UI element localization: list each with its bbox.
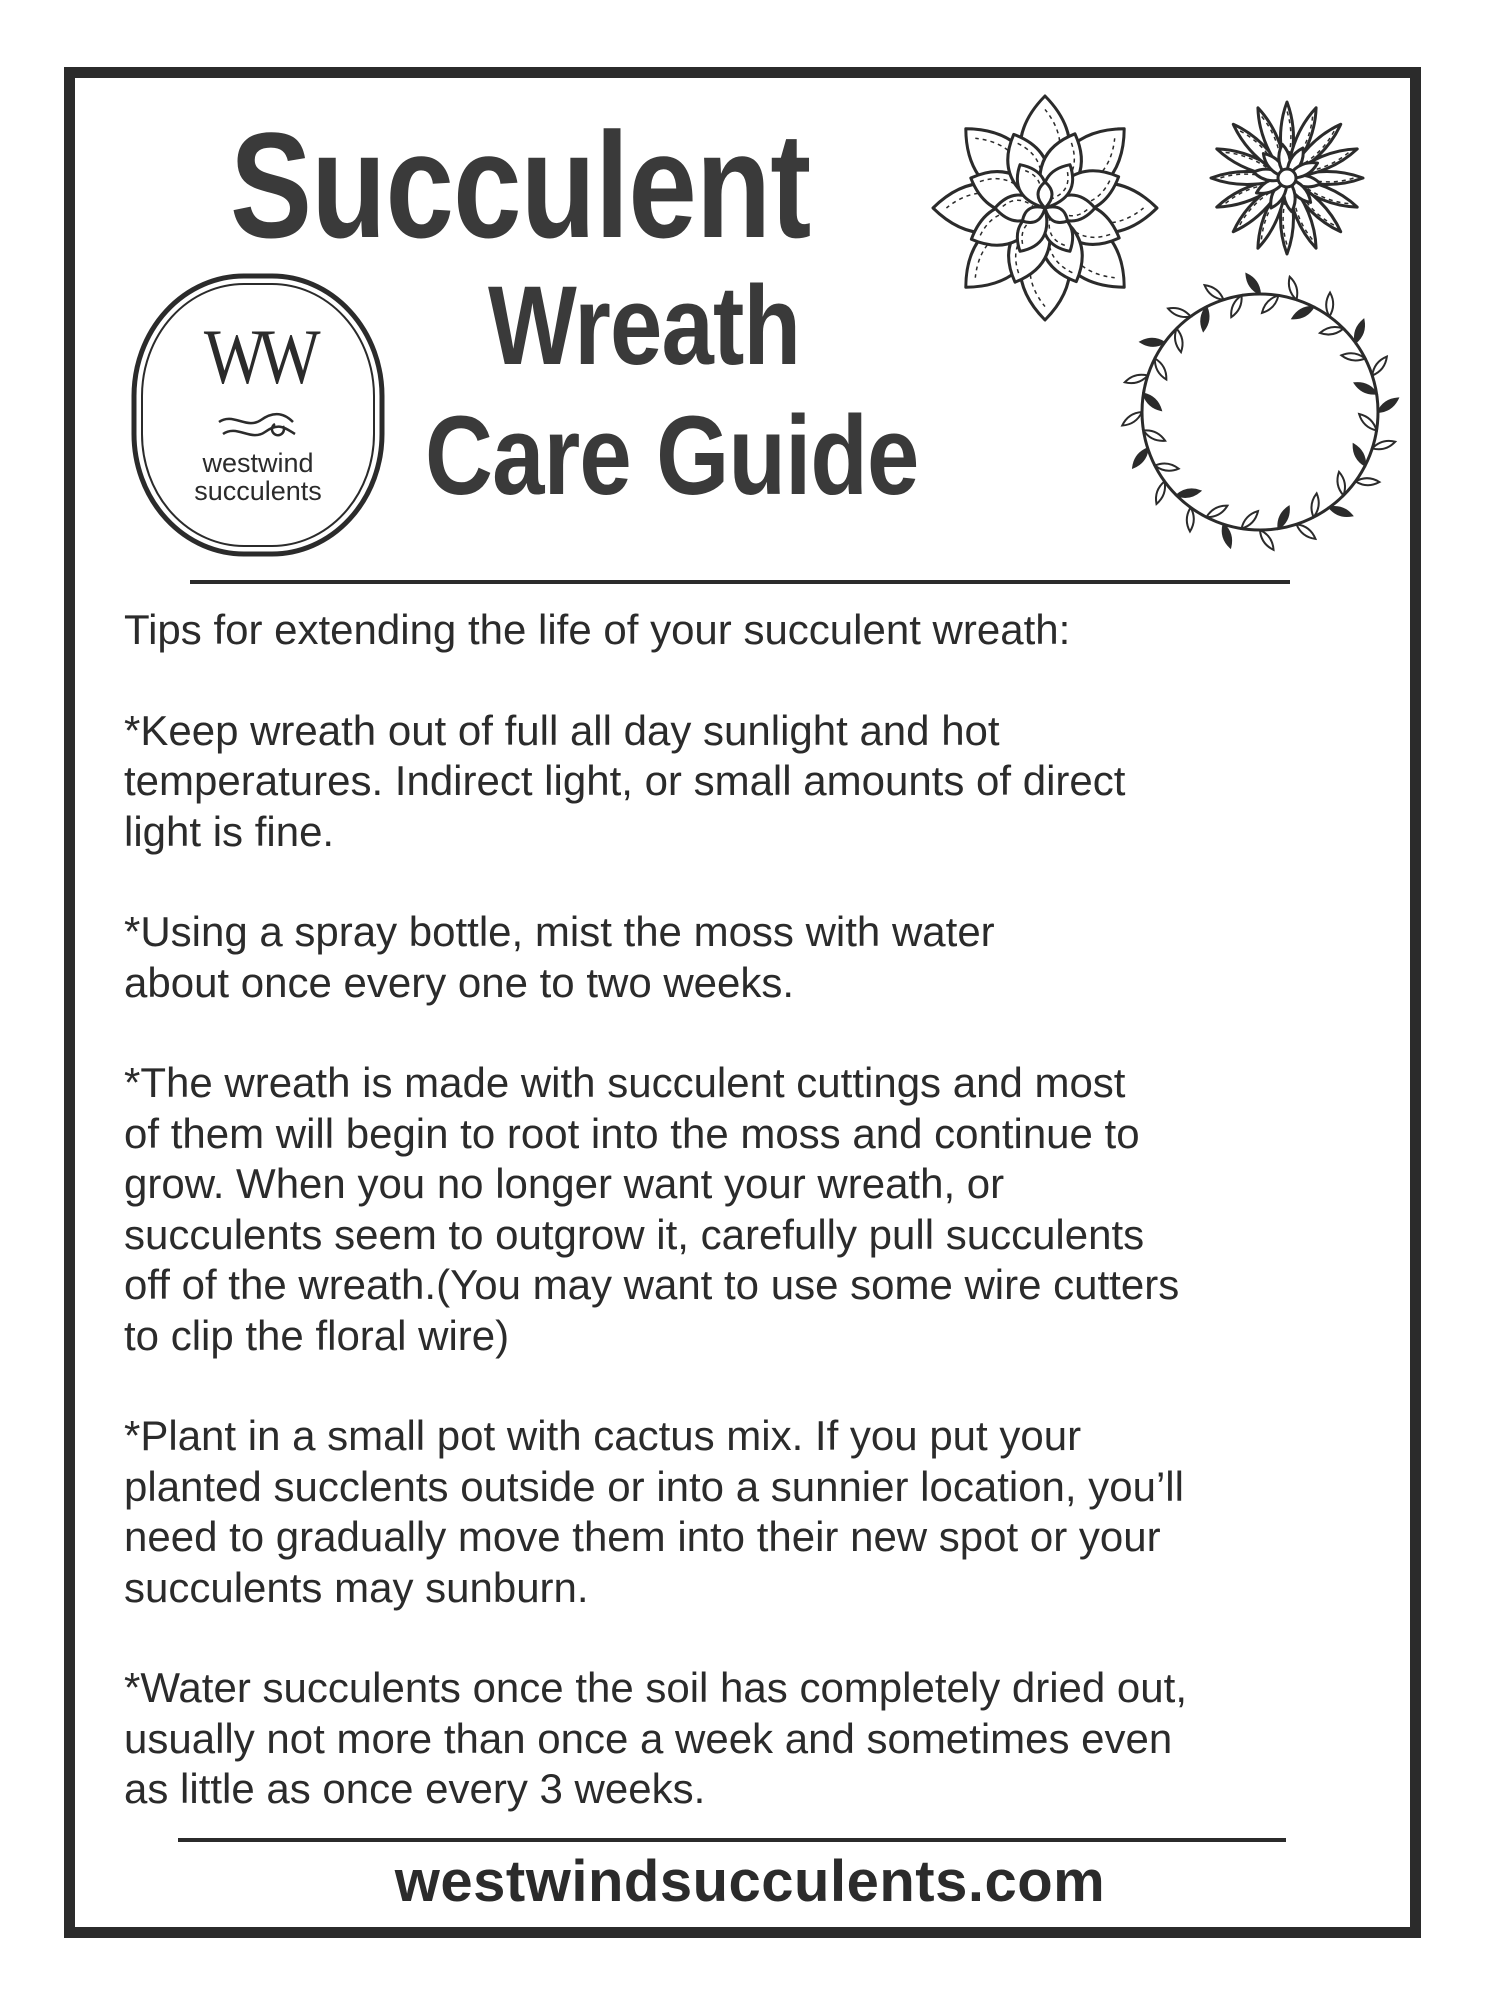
logo-name-line-1: westwind (202, 448, 314, 478)
title-line-2: Wreath (488, 263, 801, 388)
swirl-icon (213, 408, 303, 448)
footer-divider (178, 1838, 1286, 1842)
logo-name-line-2: succulents (194, 476, 322, 506)
intro-text: Tips for extending the life of your succulent wreath: (124, 606, 1071, 653)
tip-sunlight: *Keep wreath out of full all day sunlight and hot temperatures. Indirect light, or small amounts of direct light is fine. (124, 706, 1126, 855)
tip-watering: *Water succulents once the soil has completely dried out, usually not more than once a week and sometimes even as little as once every 3 weeks. (124, 1664, 1187, 1812)
header-divider (190, 580, 1290, 584)
leaf-wreath-icon (1110, 262, 1410, 562)
title-line-3: Care Guide (425, 393, 919, 518)
logo-monogram: WW (203, 313, 313, 400)
succulent-flower-icon (1195, 100, 1390, 260)
brand-logo (128, 270, 388, 560)
tip-cuttings: *The wreath is made with succulent cuttings and most of them will begin to root into the moss and continue to grow. When you no longer want your wreath, or succulents seem to outgrow it, carefully pull succulents off of the wreath.(You may want to use some wire cutters to clip the floral wire) (124, 1059, 1180, 1359)
tip-planting: *Plant in a small pot with cactus mix. If you put your planted succlents outside or into a sunnier location, you’ll need to gradually move them into their new spot or your succulents may sunburn. (124, 1412, 1184, 1611)
care-tips (124, 605, 1424, 1865)
title-line-1: Succulent (230, 101, 811, 269)
website-footer: westwindsucculents.com (394, 1849, 1106, 1914)
tip-misting: *Using a spray bottle, mist the moss with water about once every one to two weeks. (124, 908, 995, 1006)
